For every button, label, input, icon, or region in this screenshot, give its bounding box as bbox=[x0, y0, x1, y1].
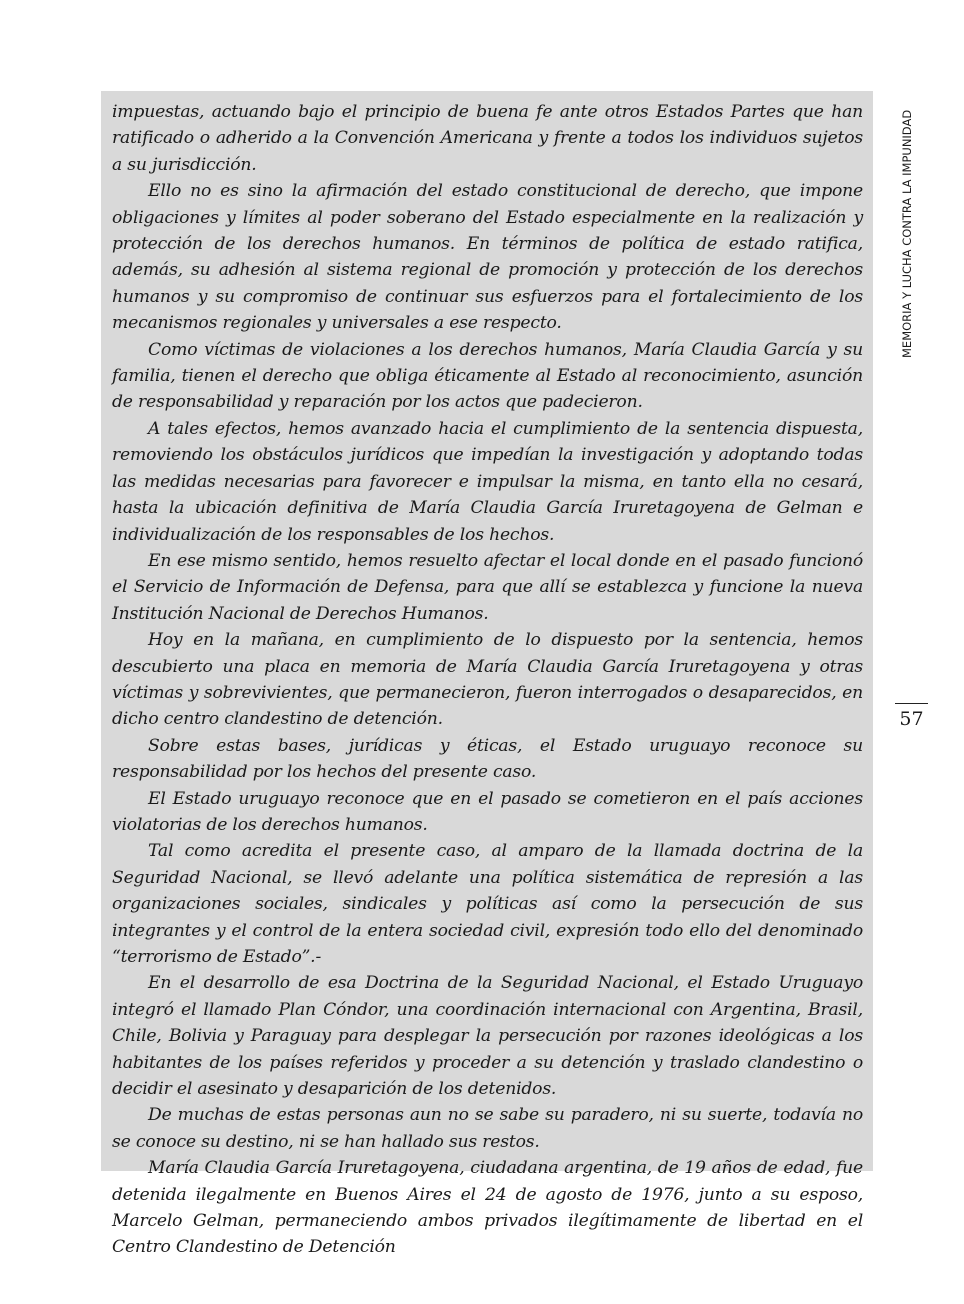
paragraph-5: En ese mismo sentido, hemos resuelto afectar el local donde en el pasado funcionó el Servicio de Información de Defensa, para que allí se establezca y funcione la nueva Institución Nacional de Derechos Humanos. bbox=[112, 550, 863, 624]
paragraph-2: Ello no es sino la afirmación del estado constitucional de derecho, que impone obligaciones y límites al poder soberano del Estado especialmente en la realización y protección de los derechos humanos. En términos de política de estado ratifica, además, su adhesión al sistema regional de promoción y protección de los derechos humanos y su compromiso de continuar sus esfuerzos para el fortalecimiento de los mecanismos regionales y universales a ese respecto. bbox=[112, 181, 863, 334]
paragraph-11: De muchas de estas personas aun no se sabe su paradero, ni su suerte, todavía no se conoce su destino, ni se han hallado sus restos. bbox=[112, 1105, 863, 1152]
paragraph-1: impuestas, actuando bajo el principio de buena fe ante otros Estados Partes que han ratificado o adherido a la Convención Americana y frente a todos los individuos sujetos a su jurisdicción. bbox=[112, 102, 863, 175]
running-header-vertical: MEMORIA Y LUCHA CONTRA LA IMPUNIDAD bbox=[900, 109, 914, 358]
paragraph-4: A tales efectos, hemos avanzado hacia el cumplimiento de la sentencia dispuesta, removiendo los obstáculos jurídicos que impedían la investigación y adoptando todas las medidas necesarias para favorecer e impulsar la misma, en tanto ella no cesará, hasta la ubicación definitiva de María Claudia García Iruretagoyena de Gelman e individualización de los responsables de los hechos. bbox=[112, 418, 863, 545]
paragraph-6: Hoy en la mañana, en cumplimiento de lo dispuesto por la sentencia, hemos descubierto una placa en memoria de María Claudia García Iruretagoyena y otras víctimas y sobrevivientes, que permanecieron, fueron interrogados o desaparecidos, en dicho centro clandestino de detención. bbox=[112, 630, 863, 730]
paragraph-10: En el desarrollo de esa Doctrina de la Seguridad Nacional, el Estado Uruguayo integró el llamado Plan Cóndor, una coordinación internacional con Argentina, Brasil, Chile, Bolivia y Paraguay para desplegar la persecución por razones ideológicas a los habitantes de los países referidos y proceder a su detención y traslado clandestino o decidir el asesinato y desaparición de los detenidos. bbox=[112, 973, 863, 1100]
quoted-text-block bbox=[101, 91, 873, 1258]
paragraph-9: Tal como acredita el presente caso, al amparo de la llamada doctrina de la Seguridad Nacional, se llevó adelante una política sistemática de represión a las organizaciones sociales, sindicales y políticas así como la persecución de sus integrantes y el control de la entera sociedad civil, expresión todo ello del denominado “terrorismo de Estado”.- bbox=[112, 841, 863, 967]
paragraph-7: Sobre estas bases, jurídicas y éticas, el Estado uruguayo reconoce su responsabilidad por los hechos del presente caso. bbox=[112, 735, 863, 783]
page-number: 57 bbox=[899, 708, 924, 730]
page-number-rule bbox=[895, 703, 928, 704]
paragraph-8: El Estado uruguayo reconoce que en el pasado se cometieron en el país acciones violatorias de los derechos humanos. bbox=[112, 788, 863, 835]
paragraph-12: María Claudia García Iruretagoyena, ciudadana argentina, de 19 años de edad, fue detenida ilegalmente en Buenos Aires el 24 de agosto de 1976, junto a su esposo, Marcelo Gelman, permaneciendo ambos privados ilegítimamente de libertad en el Centro Clandestino de Detención bbox=[112, 1158, 863, 1258]
paragraph-3: Como víctimas de violaciones a los derechos humanos, María Claudia García y su familia, tienen el derecho que obliga éticamente al Estado al reconocimiento, asunción de responsabilidad y reparación por los actos que padecieron. bbox=[112, 339, 863, 413]
